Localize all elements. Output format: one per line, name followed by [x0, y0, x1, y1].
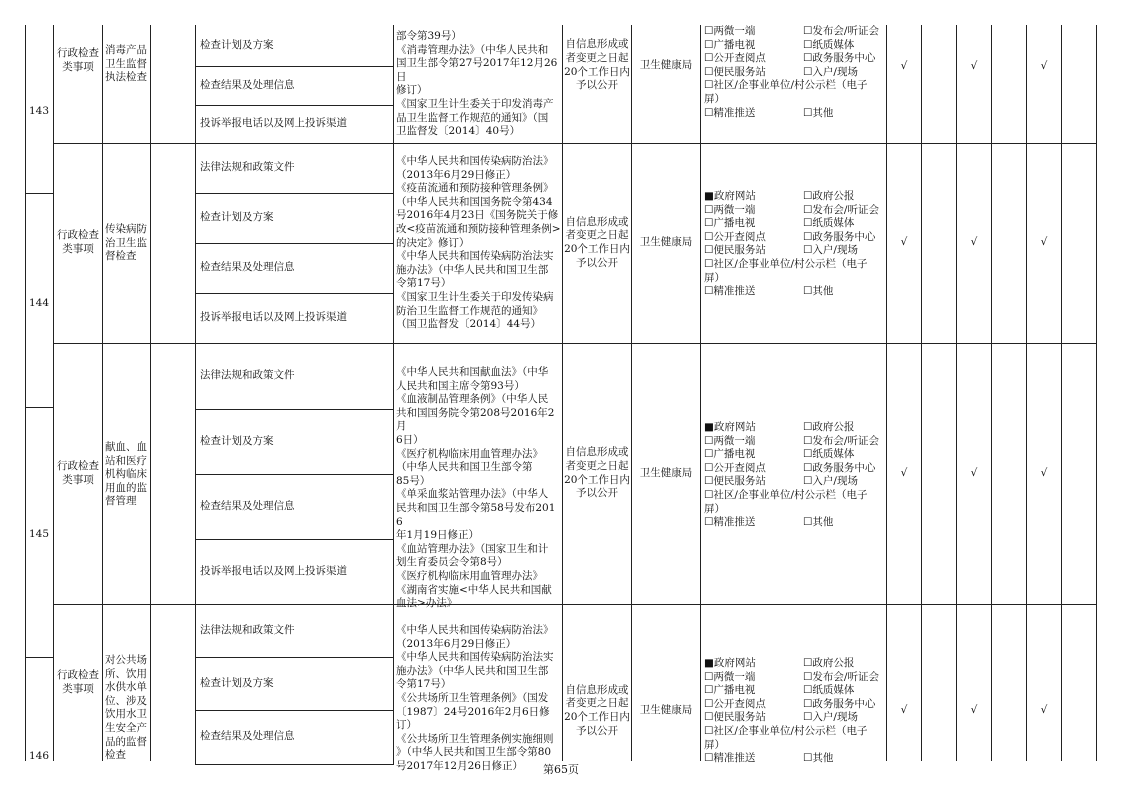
legal-basis: 《中华人民共和国传染病防治法》 （2013年6月29日修正） 《疫苗流通和预防接种管理条例》 （中华人民共和国国务院令第434 号2016年4月23日《国务院关于修 改<疫苗流通和预防接种管理条例> 的决定》修订） 《中华人民共和国传染病防治法实 施办法》（中华人民共和国卫生部 令第17号） 《国家卫生计生委关于印发传染病 防治卫生监督工作规范的通知》 （国卫监督发〔2014〕44号） [396, 155, 561, 331]
responsible-agency: 卫生健康局 [639, 58, 693, 71]
check-mark: √ [970, 236, 978, 248]
table-border [886, 25, 887, 761]
channel-options-left: ■政府网站 ☐两微一端 ☐广播电视 ☐公开查阅点 ☐便民服务站 ☐社区/企事业单位/村公示栏（电子 屏） ☐精准推送 [704, 657, 868, 765]
table-border [1096, 25, 1097, 761]
table-border [102, 25, 103, 761]
check-mark: √ [970, 467, 978, 479]
table-border [700, 25, 701, 761]
sub-item: 投诉举报电话以及网上投诉渠道 [200, 117, 347, 130]
sub-item: 法律法规和政策文件 [200, 161, 295, 174]
disclosure-timing: 自信息形成或 者变更之日起 20个工作日内 予以公开 [564, 38, 630, 92]
check-mark: √ [900, 60, 908, 72]
table-border [195, 25, 196, 765]
check-mark: √ [1040, 467, 1048, 479]
disclosure-timing: 自信息形成或 者变更之日起 20个工作日内 予以公开 [564, 215, 630, 269]
disclosure-timing: 自信息形成或 者变更之日起 20个工作日内 予以公开 [564, 446, 630, 500]
channel-options-left: ■政府网站 ☐两微一端 ☐广播电视 ☐公开查阅点 ☐便民服务站 ☐社区/企事业单位/村公示栏（电子 屏） ☐精准推送 [704, 190, 868, 298]
check-mark: √ [1040, 60, 1048, 72]
check-mark: √ [1040, 236, 1048, 248]
category-cell: 行政检查 类事项 [57, 229, 99, 255]
category-cell: 行政检查 类事项 [57, 459, 99, 486]
item-cell: 献血、血 站和医疗 机构临床 用血的监 督管理 [105, 441, 147, 508]
sub-item: 检查结果及处理信息 [200, 78, 295, 91]
channel-options-left: ☐两微一端 ☐广播电视 ☐公开查阅点 ☐便民服务站 ☐社区/企事业单位/村公示栏（电子 屏） ☐精准推送 [704, 25, 868, 119]
table-border [1026, 25, 1027, 761]
table-border [921, 25, 922, 761]
item-cell: 消毒产品 卫生监督 执法检查 [105, 44, 147, 84]
responsible-agency: 卫生健康局 [639, 236, 693, 249]
sub-item: 投诉举报电话以及网上投诉渠道 [200, 564, 347, 577]
category-cell: 行政检查 类事项 [57, 47, 99, 73]
row-number: 143 [28, 105, 50, 117]
sub-item: 检查计划及方案 [200, 211, 274, 224]
check-mark: √ [1040, 704, 1048, 716]
check-mark: √ [970, 704, 978, 716]
sub-item: 检查结果及处理信息 [200, 730, 295, 743]
table-border [393, 25, 394, 765]
table-border [1061, 25, 1062, 761]
sub-item: 检查计划及方案 [200, 38, 274, 51]
row-number: 145 [28, 528, 50, 540]
item-cell: 对公共场 所、饮用 水供水单 位、涉及 饮用水卫 生安全产 品的监督 检查 [105, 654, 147, 762]
disclosure-timing: 自信息形成或 者变更之日起 20个工作日内 予以公开 [564, 683, 630, 737]
sub-item: 检查结果及处理信息 [200, 261, 295, 274]
check-mark: √ [900, 236, 908, 248]
sub-item: 法律法规和政策文件 [200, 369, 295, 382]
check-mark: √ [900, 467, 908, 479]
table-border [956, 25, 957, 761]
legal-basis: 《中华人民共和国传染病防治法》 （2013年6月29日修正） 《中华人民共和国传染病防治法实 施办法》（中华人民共和国卫生部 令第17号） 《公共场所卫生管理条例》（国发 〔1987〕24号2016年2月6日修订） 《公共场所卫生管理条例实施细则 》（中华人民共和国卫生部令第80 号2017年12月26日修正） [396, 624, 554, 772]
row-number: 146 [28, 750, 50, 762]
table-border [150, 25, 151, 761]
row-separator [25, 657, 53, 658]
channel-options-right: ☐政府公报 ☐发布会/听证会 ☐纸质媒体 ☐政务服务中心 ☐入户/现场 ☐其他 [803, 421, 879, 529]
category-cell: 行政检查 类事项 [57, 668, 99, 695]
page-number: 第65页 [543, 763, 579, 776]
sub-item: 法律法规和政策文件 [200, 623, 295, 636]
item-cell: 传染病防 治卫生监 督检查 [105, 223, 147, 263]
check-mark: √ [900, 704, 908, 716]
channel-options-right: ☐政府公报 ☐发布会/听证会 ☐纸质媒体 ☐政务服务中心 ☐入户/现场 ☐其他 [803, 657, 879, 765]
channel-options-right: ☐政府公报 ☐发布会/听证会 ☐纸质媒体 ☐政务服务中心 ☐入户/现场 ☐其他 [803, 190, 879, 298]
row-separator [25, 193, 53, 194]
table-border [25, 25, 26, 761]
legal-basis: 《中华人民共和国献血法》（中华 人民共和国主席令第93号） 《血液制品管理条例》（中华人民 共和国国务院令第208号2016年2月 6日） 《医疗机构临床用血管理办法》 （中华人民共和国卫生部令第 85号） 《单采血浆站管理办法》（中华人 民共和国卫生部令第58号发布2016 年1月19日修正） 《血站管理办法》（国家卫生和计 划生育委员会令第8号） 《医疗机构临床用血管理办法》 《湖南省实施<中华人民共和国献 血法>办法》 [396, 366, 556, 610]
channel-options-left: ■政府网站 ☐两微一端 ☐广播电视 ☐公开查阅点 ☐便民服务站 ☐社区/企事业单位/村公示栏（电子 屏） ☐精准推送 [704, 421, 868, 529]
row-separator [25, 407, 53, 408]
sub-item: 检查结果及处理信息 [200, 499, 295, 512]
responsible-agency: 卫生健康局 [639, 466, 693, 479]
table-border [991, 25, 992, 761]
legal-basis: 部令第39号） 《消毒管理办法》（中华人民共和 国卫生部令第27号2017年12月26日 修订） 《国家卫生计生委关于印发消毒产 品卫生监督工作规范的通知》（国 卫监督发〔2014〕40号） [396, 30, 558, 138]
check-mark: √ [970, 60, 978, 72]
row-number: 144 [28, 297, 50, 309]
responsible-agency: 卫生健康局 [639, 704, 693, 717]
sub-item: 检查计划及方案 [200, 676, 274, 689]
sub-item: 投诉举报电话以及网上投诉渠道 [200, 311, 347, 324]
channel-options-right: ☐发布会/听证会 ☐纸质媒体 ☐政务服务中心 ☐入户/现场 ☐其他 [803, 25, 879, 119]
sub-item: 检查计划及方案 [200, 434, 274, 447]
